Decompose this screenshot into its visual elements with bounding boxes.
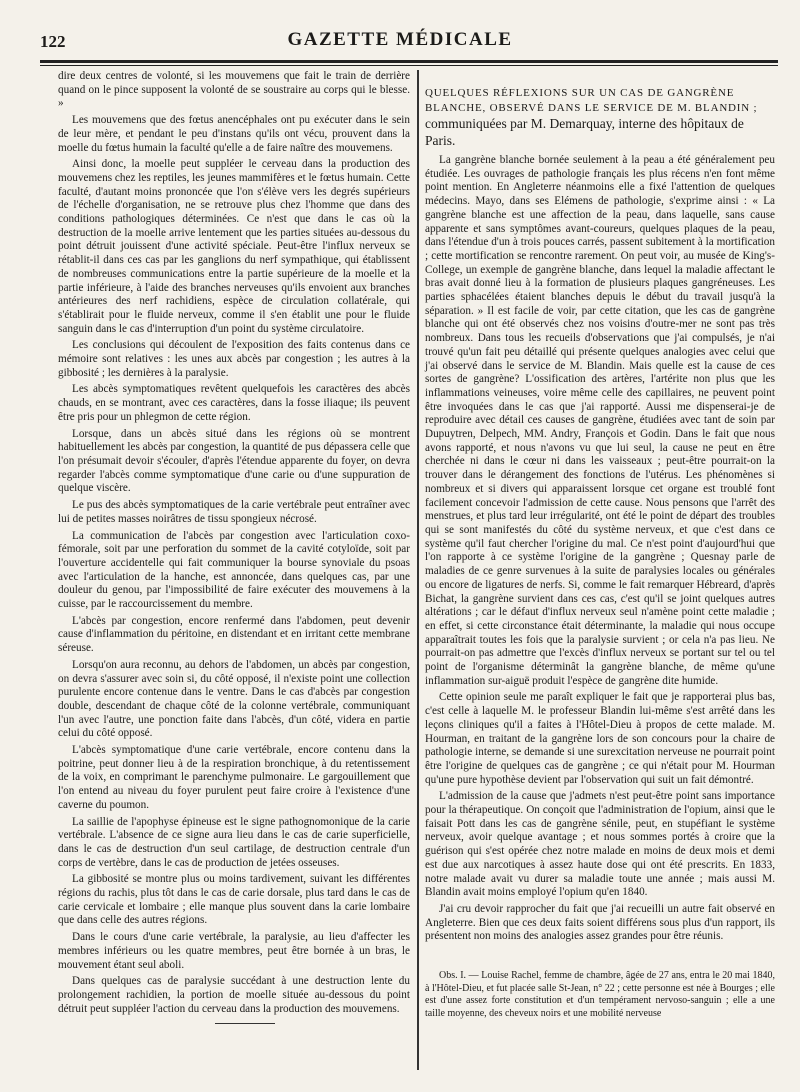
article-title-byline: communiquées par M. Demarquay, interne des hôpitaux de Paris. <box>425 116 744 148</box>
observation-text: Obs. I. — Louise Rachel, femme de chambre, âgée de 27 ans, entra le 20 mai 1840, à l'Hôtel-Dieu, et fut placée salle St-Jean, n° 22 ; cette personne est née à Bourges ; elle est d'une assez forte constitution et d'un tempérament nervoso-sanguin ; elle a une taille moyenne, des cheveux noirs et une mobilité nerveuse <box>425 970 775 1019</box>
paragraph: Ainsi donc, la moelle peut suppléer le cerveau dans la production des mouvemens chez les reptiles, les jeunes mammifères et le fœtus humain. Cette faculté, d'autant moins prononcée que l'on s'élève vers les degrés supérieurs de l'échelle d'organisation, ne se retrouve plus chez l'homme que dans des conditions pathologiques déterminées. Ce n'est que dans le cas où la destruction de la moelle arrive lentement que les parties situées au-dessous du point détruit jouissent d'une activité spéciale. Peut-être l'influx nerveux se rétablit-il dans ces cas par les ganglions du nerf sympathique, qui établissent de nombreuses communications entre la partie supérieure de la moelle et la partie inférieure, à l'aide des branches nerveuses qu'ils envoient aux branches antérieures des nerf rachidiens, espèce de circulation collatérale, qui s'établirait pour le fluide nerveux, comme il s'en établit une pour le fluide sanguin dans le cas d'interruption d'un point du système circulatoire. <box>58 158 410 335</box>
right-column <box>425 70 775 1020</box>
paragraph: Les abcès symptomatiques revêtent quelquefois les caractères des abcès chauds, en se montrant, avec ces caractères, dans la fosse iliaque; ils peuvent être pris pour un phlegmon de cette région. <box>58 383 410 423</box>
paragraph: Lorsqu'on aura reconnu, au dehors de l'abdomen, un abcès par congestion, on devra s'assurer avec soin si, du côté opposé, il n'existe point une collection purulente encore contenue dans le ventre. Dans le cas d'abcès par congestion double, descendant de chaque côté de la colonne vertébrale, communiquant l'un avec l'autre, une ponction faite dans l'abcès, d'un côté, videra en partie celui du côté opposé. <box>58 658 410 740</box>
article-title-caps: QUELQUES RÉFLEXIONS SUR UN CAS DE GANGRÈNE BLANCHE, OBSERVÉ DANS LE SERVICE DE M. BLANDIN ; <box>425 87 758 114</box>
paragraph: dire deux centres de volonté, si les mouvemens que fait le train de derrière quand on le pince supposent la volonté de se soustraire au corps qui le blesse. » <box>58 70 410 110</box>
header-rule-thin <box>40 65 778 66</box>
paragraph: Cette opinion seule me paraît expliquer le fait que je rapporterai plus bas, c'est celle à laquelle M. le professeur Blandin lui-même s'est arrêté dans les leçons cliniques qu'il a faites à l'Hôtel-Dieu à propos de cette malade. M. Hourman, en traitant de la gangrène lors de son concours pour la chaire de pathologie interne, se demande si une surexcitation nerveuse ne pourrait point être l'origine de quelques cas de gangrène ; ce qui n'était pour M. Hourman qu'une pure hypothèse devient par l'observation qui suit un fait démontré. <box>425 691 775 786</box>
paragraph: La gibbosité se montre plus ou moins tardivement, suivant les différentes régions du rachis, plus tôt dans le cas de carie dorsale, plus tard dans le cas de carie cervicale et lombaire ; elle manque plus souvent dans la carie lombaire que dans celle des autres régions. <box>58 873 410 927</box>
paragraph: L'admission de la cause que j'admets n'est peut-être point sans importance pour la thérapeutique. On conçoit que l'administration de l'opium, ainsi que le faisait Pott dans les cas de gangrène sénile, peut, en stupéfiant le système nerveux, avoir quelque avantage ; et nous sommes portés à croire que la guérison qui s'est opérée chez notre malade en moins de deux mois et demi est due aux narcotiques à assez haute dose qui ont été prescrits. En 1833, notre malade avait vu durer sa maladie toute une année ; mais aussi M. Blandin avait moins employé l'opium qu'en 1840. <box>425 790 775 899</box>
observation-note <box>425 970 775 1020</box>
paragraph: La saillie de l'apophyse épineuse est le signe pathognomonique de la carie vertébrale. L'absence de ce signe aura lieu dans le cas de carie superficielle, dans le cas de destruction d'un seul cartilage, de destruction centrale d'un corps de vertèbre, dans le cas de production de jetées osseuses. <box>58 815 410 869</box>
column-divider <box>417 70 419 1070</box>
paragraph: Dans quelques cas de paralysie succédant à une destruction lente du prolongement rachidien, la portion de moelle située au-dessous du point détruit peut suppléer l'action du cerveau dans la production des mouvemens. <box>58 975 410 1015</box>
paragraph: Lorsque, dans un abcès situé dans les régions où se montrent habituellement les abcès par congestion, la quantité de pus dépassera celle que l'on présumait devoir s'écouler, d'après l'étendue apparente du foyer, on devra regarder l'abcès comme symptomatique d'une carie ou d'une suppuration de quelque viscère. <box>58 427 410 495</box>
paragraph: L'abcès symptomatique d'une carie vertébrale, encore contenu dans la poitrine, peut donner lieu à de la respiration bronchique, à du retentissement de la voix, en comprimant le parenchyme pulmonaire. Le gargouillement que l'on entend au niveau du foyer purulent peut faire croire à l'existence d'une caverne du poumon. <box>58 744 410 811</box>
paragraph: Le pus des abcès symptomatiques de la carie vertébrale peut entraîner avec lui de petites masses noirâtres de tissu spongieux nécrosé. <box>58 499 410 525</box>
paragraph: Dans le cours d'une carie vertébrale, la paralysie, au lieu d'affecter les membres inférieurs ou les quatre membres, peut être bornée à un bras, le mouvement étant seul aboli. <box>58 931 410 971</box>
paragraph: La gangrène blanche bornée seulement à la peau a été généralement peu étudiée. Les ouvrages de pathologie français les plus récens n'en font même point mention. En Angleterre néanmoins elle a fixé l'attention de quelques médecins. Mayo, dans ses Elémens de pathologie, s'exprime ainsi : « La gangrène blanche est une affection de la peau, dans laquelle, sans cause apparente et sans symptômes avant-coureurs, quelques plaques de la peau, dans l'étendue d'un à trois pouces carrés, passent subitement à la mortification ; cette mortification se rencontre rarement. On peut voir, au musée de King's-College, un exemple de gangrène blanche, dans lequel la maladie affectant le bras avait donné lieu à la formation de plusieurs plaques gangréneuses. Les parties sphacélées étaient blanches depuis le début du travail jusqu'à la séparation. » Il est facile de voir, par cette citation, que les cas de gangrène blanche qui ont été observés chez nos voisins d'outre-mer ne sont pas très nombreux. Dans tous les recueils d'observations que j'ai compulsés, je n'ai trouvé qu'un fait peu détaillé qui présente quelques analogies avec celui que j'ai observé dans le service de M. Blandin. Mais quelle est la cause de ces sortes de gangrène? L'ossification des artères, l'artérite non plus que les inflammations veineuses, voire même celle des capillaires, ne peuvent point être invoquées dans le cas que j'ai rapporté. Aussi me dispenserai-je de reproduire avec détail ces causes de gangrène, étudiées avec tant de soin par Dupuytren, Delpech, MM. Andry, François et Godin. Dans le fait que nous avons rapporté, et nous n'avons vu que lui seul, la cause ne peut en être cherchée ni dans le cœur ni dans les vaisseaux ; peut-être pourrait-on la trouver dans le dérangement des fonctions de l'utérus. Les phénomènes si nombreux et si divers qui apparaissent lorsque cet organe est troublé font facilement concevoir l'admission de cette cause. Nous pensons que l'arrêt des menstrues, et plus tard leur irrégularité, ont été le point de départ des troubles qui se sont manifestés du côté du système nerveux, et que c'est dans ce système qu'il faut chercher l'origine du mal. Ce n'est point d'aujourd'hui que l'on rapporte à ce système l'origine de la gangrène ; Quesnay parle de maladies de ce genre survenues à la suite de paralysies locales ou générales ou encore de ligatures de nerfs. Si, comme le fait remarquer Hébreard, d'après Bichat, la gangrène survient dans ces cas, c'est qu'il se joint quelques autres altérations ; car le défaut d'influx nerveux seul n'amène point cette maladie ; en effet, si cette circonstance était déterminante, la maladie qui nous occupe apparaîtrait toutes les fois que la paralysie survient ; or cela n'a pas lieu. Ne pourrait-on pas admettre que l'excès d'influx nerveux se portant sur tel ou tel point de l'organisme déterminât la gangrène blanche, de même qu'une inflammation sur-aiguë produit l'espèce de gangrène dite humide. <box>425 154 775 687</box>
article-title <box>425 86 775 150</box>
page-number: 122 <box>40 32 66 51</box>
left-column <box>58 70 410 1019</box>
header-rule-thick <box>40 60 778 63</box>
paragraph: Les conclusions qui découlent de l'exposition des faits contenus dans ce mémoire sont relatives : les unes aux abcès par congestion ; les autres à la gibbosité ; les dernières à la paralysie. <box>58 339 410 379</box>
paragraph: Les mouvemens que des fœtus anencéphales ont pu exécuter dans le sein de leur mère, et pendant le peu d'instans qu'ils ont vécu, prouvent dans la moelle du fœtus humain la faculté qu'elle a de faire naître des mouvemens. <box>58 114 410 154</box>
paragraph: J'ai cru devoir rapprocher du fait que j'ai recueilli un autre fait observé en Angleterre. Bien que ces deux faits soient différens sous plus d'un rapport, ils présentent non moins des analogies assez grandes pour être réunis. <box>425 902 775 943</box>
paragraph: L'abcès par congestion, encore renfermé dans l'abdomen, peut devenir cause d'inflammation du péritoine, en distendant et en irritant cette membrane séreuse. <box>58 614 410 655</box>
end-rule <box>215 1023 275 1024</box>
journal-title: GAZETTE MÉDICALE <box>287 29 513 50</box>
paragraph: La communication de l'abcès par congestion avec l'articulation coxo-fémorale, soit par une perforation du sommet de la cavité cotyloïde, soit par l'ouverture accidentelle qui fait communiquer la bourse synoviale du psoas avec l'articulation de la hanche, est annoncée, dans quelques cas, par une douleur du genou, par l'impossibilité de faire exécuter des mouvemens à la cuisse, par le raccourcissement du membre. <box>58 529 410 611</box>
